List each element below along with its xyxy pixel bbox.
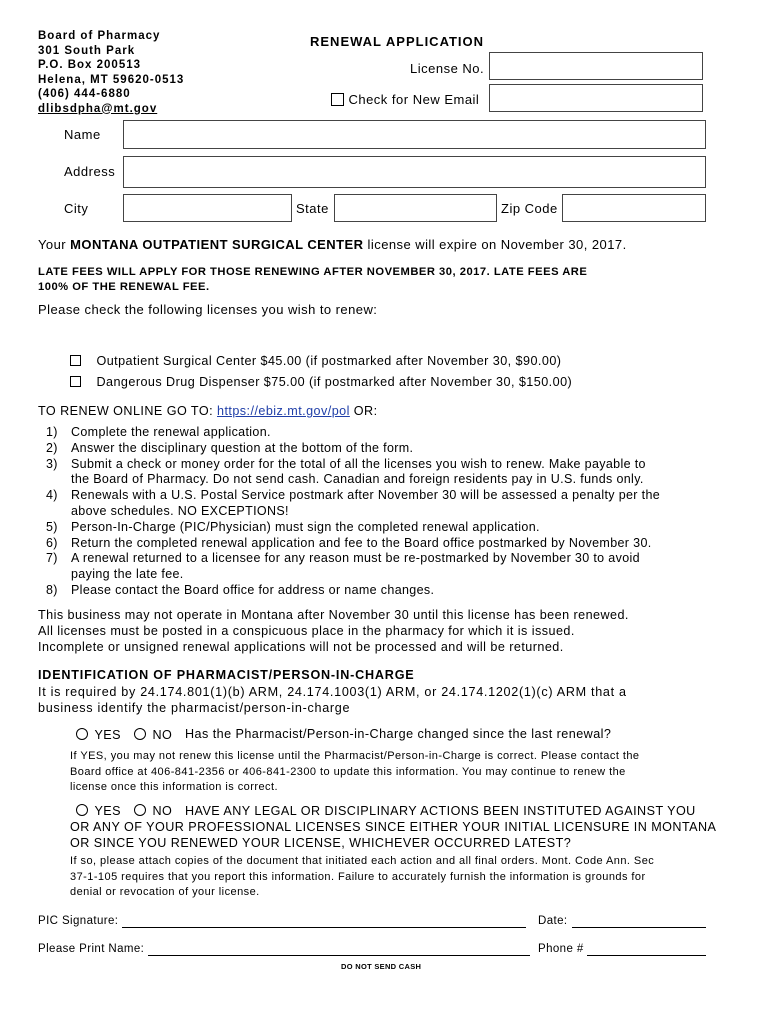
print-name-label: Please Print Name: <box>38 943 145 955</box>
list-item <box>38 488 738 520</box>
list-item <box>38 536 738 552</box>
step-number: 3) <box>46 456 58 471</box>
q1-no-option[interactable] <box>134 726 172 744</box>
step-text: Complete the renewal application. <box>71 425 271 439</box>
zip-label: Zip Code <box>501 201 558 216</box>
pic-signature-line[interactable] <box>122 927 526 928</box>
step-text: above schedules. NO EXCEPTIONS! <box>71 503 289 518</box>
radio-button[interactable] <box>76 728 88 740</box>
step-text: A renewal returned to a licensee for any reason must be re-postmarked by November 30 to avoid <box>71 551 640 566</box>
note-line: Board office at 406-841-2356 or 406-841-2300 to update this information. You may continue to renew the <box>70 765 626 778</box>
list-item <box>38 583 738 599</box>
note-line: license once this information is correct. <box>70 781 278 793</box>
address-line: 301 South Park <box>38 44 136 57</box>
name-label: Name <box>64 127 101 142</box>
name-field[interactable] <box>123 120 706 149</box>
form-title: RENEWAL APPLICATION <box>310 34 485 49</box>
address-field[interactable] <box>123 156 706 188</box>
note-line: denial or revocation of your license. <box>70 886 260 898</box>
question-line: OR SINCE YOU RENEWED YOUR LICENSE, WHICHEVER OCCURRED LATEST? <box>70 836 572 850</box>
yes-label: YES <box>94 728 122 742</box>
step-number: 1) <box>46 425 58 439</box>
address-line: P.O. Box 200513 <box>38 59 142 71</box>
radio-button[interactable] <box>134 728 146 740</box>
no-label: NO <box>152 728 173 742</box>
q1-note <box>70 749 639 796</box>
license-checkbox[interactable] <box>70 355 81 366</box>
state-field[interactable] <box>334 194 497 222</box>
identification-text <box>38 684 627 716</box>
no-label: NO <box>152 804 173 818</box>
step-number: 4) <box>46 488 58 503</box>
date-label: Date: <box>538 915 568 927</box>
step-text: Please contact the Board office for address or name changes. <box>71 582 435 597</box>
step-number: 8) <box>46 582 58 597</box>
license-check-prompt: Please check the following licenses you wish to renew: <box>38 302 378 317</box>
identification-heading: IDENTIFICATION OF PHARMACIST/PERSON-IN-CHARGE <box>38 668 415 682</box>
operating-notice <box>38 608 629 655</box>
step-number: 6) <box>46 535 58 550</box>
note-line: If so, please attach copies of the document that initiated each action and all final orders. Mont. Code Ann. Sec <box>70 855 655 867</box>
step-text: Answer the disciplinary question at the bottom of the form. <box>71 440 414 455</box>
state-label: State <box>296 201 329 216</box>
phone-label: Phone # <box>538 943 584 955</box>
identification-line: business identify the pharmacist/person-in-charge <box>38 701 351 715</box>
address-label: Address <box>64 164 116 179</box>
step-text: Return the completed renewal application and fee to the Board office postmarked by November 30. <box>71 535 652 550</box>
expire-post: license will expire on November 30, 2017. <box>363 237 627 252</box>
zip-field[interactable] <box>562 194 706 222</box>
online-renewal-line <box>38 404 378 418</box>
question-line: HAVE ANY LEGAL OR DISCIPLINARY ACTIONS BEEN INSTITUTED AGAINST YOU <box>185 804 696 818</box>
new-email-field[interactable] <box>489 84 703 112</box>
step-text: paying the late fee. <box>71 567 184 582</box>
phone-line[interactable] <box>587 955 706 956</box>
license-option-outpatient[interactable] <box>70 352 561 370</box>
q1-yes-option[interactable] <box>76 726 121 744</box>
pic-signature-label: PIC Signature: <box>38 915 119 927</box>
notice-line: All licenses must be posted in a conspicuous place in the pharmacy for which it is issued. <box>38 623 575 638</box>
online-post: OR: <box>349 404 378 418</box>
board-email-link[interactable]: dlibsdpha@mt.gov <box>38 102 158 115</box>
print-name-line[interactable] <box>148 955 530 956</box>
list-item <box>38 520 738 536</box>
step-text: Submit a check or money order for the total of all the licenses you wish to renew. Make payable to <box>71 456 646 471</box>
license-type: MONTANA OUTPATIENT SURGICAL CENTER <box>70 237 364 252</box>
step-text: Person-In-Charge (PIC/Physician) must sign the completed renewal application. <box>71 519 540 534</box>
step-number: 2) <box>46 440 58 455</box>
new-email-option[interactable] <box>331 91 479 109</box>
late-fee-line: LATE FEES WILL APPLY FOR THOSE RENEWING AFTER NOVEMBER 30, 2017. LATE FEES ARE <box>38 266 588 278</box>
step-number: 5) <box>46 519 58 534</box>
late-fee-line: 100% OF THE RENEWAL FEE. <box>38 281 210 293</box>
license-option-label: Dangerous Drug Dispenser $75.00 (if postmarked after November 30, $150.00) <box>96 375 573 389</box>
question-line: OR ANY OF YOUR PROFESSIONAL LICENSES SINCE EITHER YOUR INITIAL LICENSURE IN MONTANA <box>70 820 717 834</box>
renewal-steps <box>38 425 738 599</box>
list-item <box>38 457 738 489</box>
license-option-label: Outpatient Surgical Center $45.00 (if postmarked after November 30, $90.00) <box>96 354 562 368</box>
list-item <box>38 425 738 441</box>
license-option-drug-dispenser[interactable] <box>70 373 572 391</box>
list-item <box>38 441 738 457</box>
address-line: Helena, MT 59620-0513 <box>38 73 185 86</box>
q2-question <box>70 803 716 851</box>
address-line: (406) 444-6880 <box>38 88 131 100</box>
expiration-statement <box>38 237 627 252</box>
address-line: Board of Pharmacy <box>38 30 161 42</box>
online-pre: TO RENEW ONLINE GO TO: <box>38 404 217 418</box>
license-no-field[interactable] <box>489 52 703 80</box>
license-no-label: License No. <box>410 61 485 76</box>
new-email-label: Check for New Email <box>348 92 480 107</box>
notice-line: Incomplete or unsigned renewal applications will not be processed and will be returned. <box>38 639 564 654</box>
q2-note <box>70 854 654 901</box>
list-item <box>38 551 738 583</box>
q1-question: Has the Pharmacist/Person-in-Charge changed since the last renewal? <box>185 727 612 741</box>
note-line: If YES, you may not renew this license until the Pharmacist/Person-in-Charge is correct. Please contact the <box>70 750 640 762</box>
city-field[interactable] <box>123 194 292 222</box>
yes-label: YES <box>94 804 122 818</box>
board-address <box>38 29 184 116</box>
date-line[interactable] <box>572 927 706 928</box>
online-renewal-link[interactable]: https://ebiz.mt.gov/pol <box>217 404 350 418</box>
identification-line: It is required by 24.174.801(1)(b) ARM, 24.174.1003(1) ARM, or 24.174.1202(1)(c) ARM that a <box>38 685 627 699</box>
notice-line: This business may not operate in Montana after November 30 until this license has been renewed. <box>38 608 629 622</box>
step-text: Renewals with a U.S. Postal Service postmark after November 30 will be assessed a penalty per the <box>71 488 661 503</box>
license-checkbox[interactable] <box>70 376 81 387</box>
new-email-checkbox[interactable] <box>331 93 344 106</box>
footer-note: DO NOT SEND CASH <box>341 962 422 971</box>
city-label: City <box>64 201 89 216</box>
expire-pre: Your <box>38 237 71 252</box>
step-number: 7) <box>46 551 58 566</box>
note-line: 37-1-105 requires that you report this information. Failure to accurately furnish the information is grounds for <box>70 870 646 883</box>
late-fee-warning <box>38 265 587 295</box>
step-text: the Board of Pharmacy. Do not send cash. Canadian and foreign residents pay in U.S. funds only. <box>71 472 644 487</box>
